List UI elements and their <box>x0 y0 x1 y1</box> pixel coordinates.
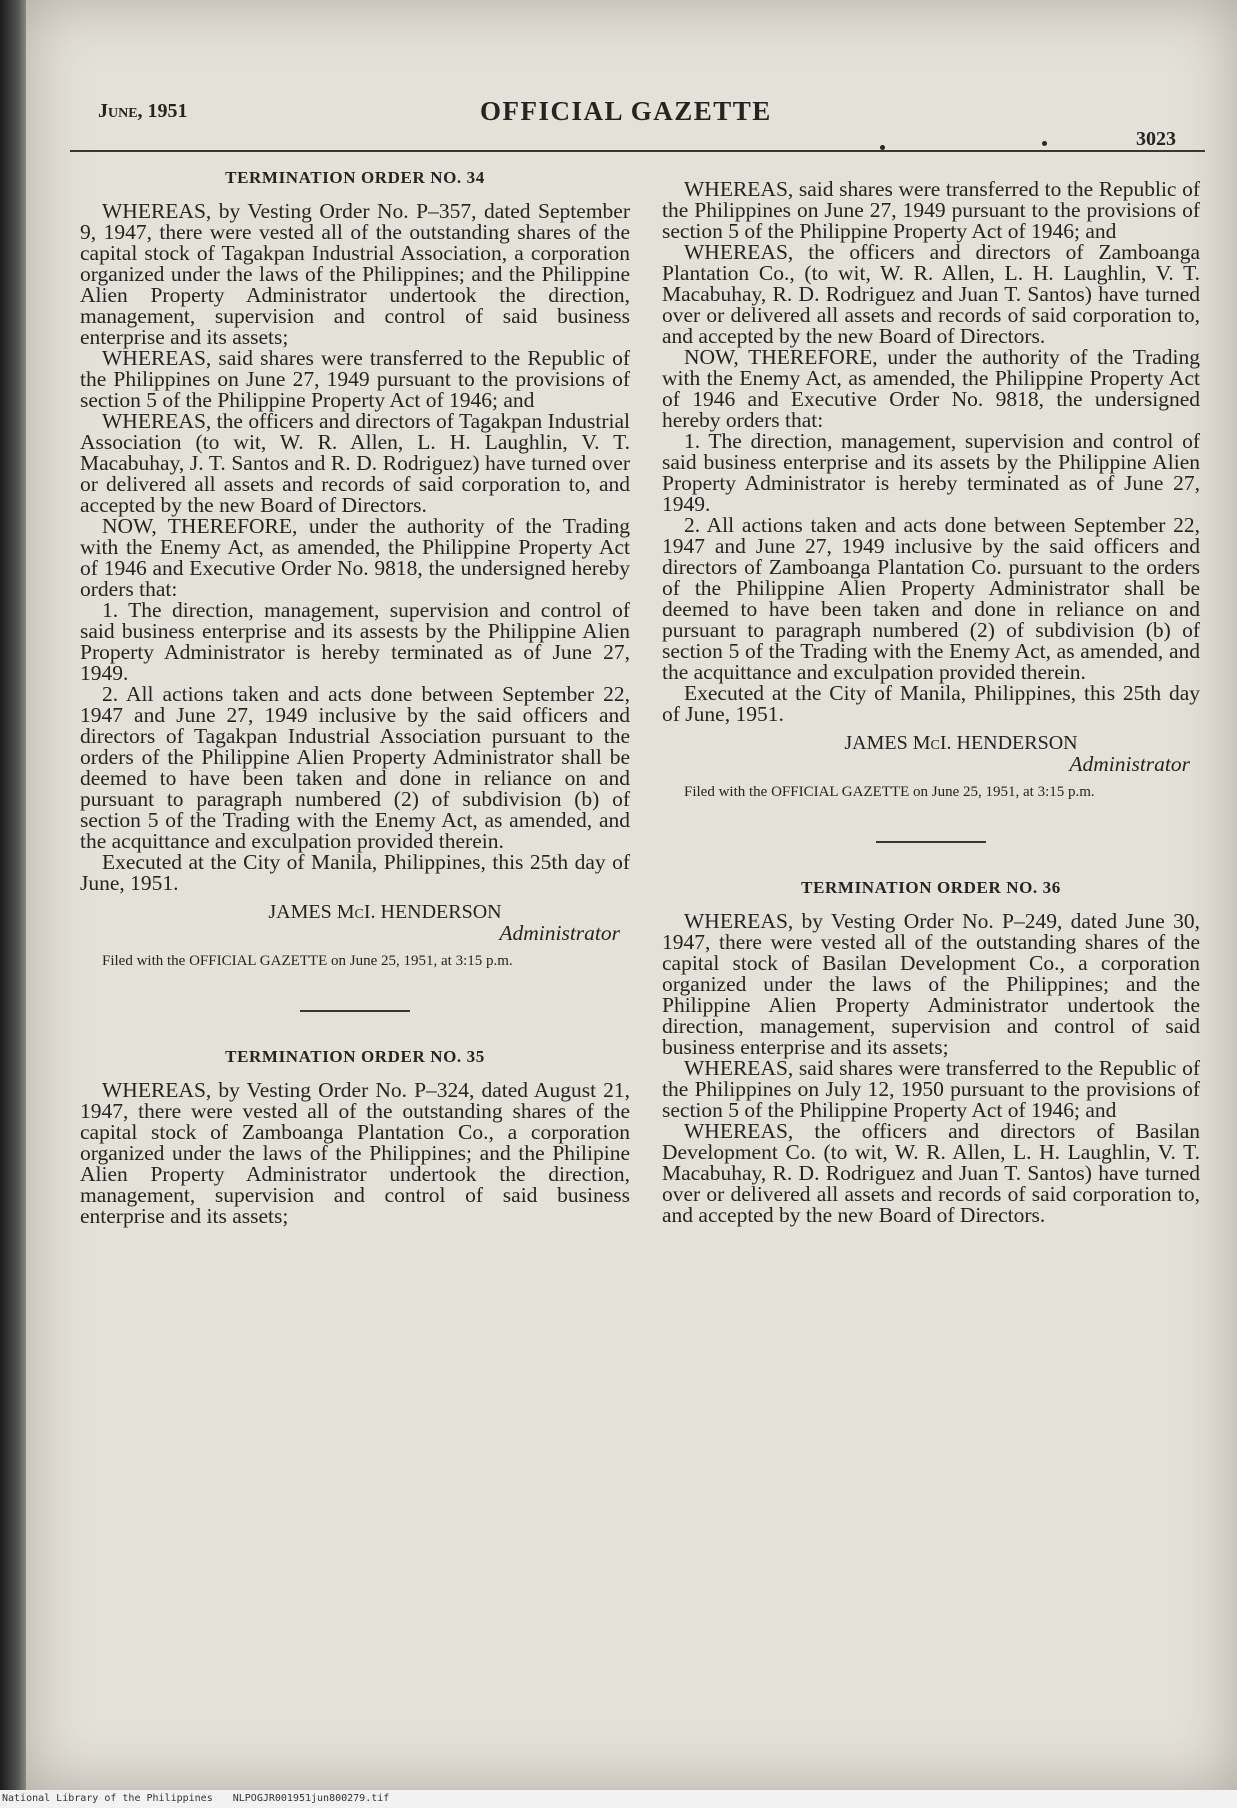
order-36-paragraph: WHEREAS, the officers and directors of Basilan Development Co. (to wit, W. R. Allen, L. H. Laughlin, V. T. Macabuhay, R. D. Rodriguez and Juan T. Santos) have turned over or delivered all assets and records of said corporation to, and accepted by the new Board of Directors. <box>662 1119 1200 1227</box>
left-column <box>80 155 630 1227</box>
order-36-heading: TERMINATION ORDER NO. 36 <box>801 878 1061 897</box>
order-36-paragraph: WHEREAS, said shares were transferred to the Republic of the Philippines on July 12, 1950 pursuant to the provisions of section 5 of the Philippine Property Act of 1946; and <box>662 1056 1200 1122</box>
print-speck <box>1042 141 1047 146</box>
order-34-paragraph: WHEREAS, by Vesting Order No. P–357, dated September 9, 1947, there were vested all of the outstanding shares of the capital stock of Tagakpan Industrial Association, a corporation organized under the laws of the Philippines; and the Philippine Alien Property Administrator undertook the direction, management, supervision and control of said business enterprise and its assets; <box>80 199 630 349</box>
library-credit: National Library of the Philippines <box>2 1793 213 1804</box>
signature-block <box>80 902 630 944</box>
order-34-paragraph: NOW, THEREFORE, under the authority of the Trading with the Enemy Act, as amended, the Philippine Property Act of 1946 and Executive Order No. 9818, the undersigned hereby orders that: <box>80 514 630 601</box>
order-35-paragraph: Executed at the City of Manila, Philippines, this 25th day of June, 1951. <box>662 681 1200 726</box>
section-separator <box>300 1010 410 1012</box>
publication-title: OFFICIAL GAZETTE <box>480 96 772 126</box>
signatory-name: JAMES McI. HENDERSON <box>844 732 1078 754</box>
page-number: 3023 <box>1136 128 1176 150</box>
order-35-paragraph: WHEREAS, said shares were transferred to the Republic of the Philippines on June 27, 1949 pursuant to the provisions of section 5 of the Philippine Property Act of 1946; and <box>662 177 1200 243</box>
issue-date: June, 1951 <box>98 100 188 122</box>
signatory-title: Administrator <box>1069 752 1190 776</box>
order-34-paragraph: 2. All actions taken and acts done between September 22, 1947 and June 27, 1949 inclusive by the said officers and directors of Tagakpan Industrial Association pursuant to the orders of the Philippine Alien Property Administrator shall be deemed to have been taken and done in reliance on and pursuant to paragraph numbered (2) of subdivision (b) of section 5 of the Trading with the Enemy Act, as amended, and the acquittance and exculpation provided therein. <box>80 682 630 853</box>
gazette-page <box>26 0 1237 1790</box>
signature-block <box>662 733 1200 775</box>
order-34-paragraph: Executed at the City of Manila, Philippines, this 25th day of June, 1951. <box>80 850 630 895</box>
page-edge-shadow <box>0 0 26 1808</box>
order-35-heading: TERMINATION ORDER NO. 35 <box>225 1047 485 1066</box>
order-34-paragraph: WHEREAS, the officers and directors of Tagakpan Industrial Association (to wit, W. R. Allen, L. H. Laughlin, V. T. Macabuhay, J. T. Santos and R. D. Rodriguez) have turned over or delivered all assets and records of said corporation to, and accepted by the new Board of Directors. <box>80 409 630 517</box>
order-34-paragraph: 1. The direction, management, supervision and control of said business enterprise and its assests by the Philippine Alien Property Administrator is hereby terminated as of June 27, 1949. <box>80 598 630 685</box>
signatory-title: Administrator <box>499 921 620 945</box>
order-35-paragraph: WHEREAS, the officers and directors of Zamboanga Plantation Co., (to wit, W. R. Allen, L. H. Laughlin, V. T. Macabuhay, R. D. Rodriguez and Juan T. Santos) have turned over or delivered all assets and records of said corporation to, and accepted by the new Board of Directors. <box>662 240 1200 348</box>
signatory-name: JAMES McI. HENDERSON <box>268 901 502 923</box>
section-separator <box>876 841 986 843</box>
order-35-paragraph: WHEREAS, by Vesting Order No. P–324, dated August 21, 1947, there were vested all of the outstanding shares of the capital stock of Zamboanga Plantation Co., a corporation organized under the laws of the Philippines; and the Philipine Alien Property Administrator undertook the direction, management, supervision and control of said business enterprise and its assets; <box>80 1078 630 1228</box>
order-35-paragraph: 1. The direction, management, supervision and control of said business enterprise and its assets by the Philippine Alien Property Administrator is hereby terminated as of June 27, 1949. <box>662 429 1200 516</box>
order-34-heading: TERMINATION ORDER NO. 34 <box>225 168 485 187</box>
running-head <box>70 92 1210 150</box>
order-35-paragraph: NOW, THEREFORE, under the authority of the Trading with the Enemy Act, as amended, the Philippine Property Act of 1946 and Executive Order No. 9818, the undersigned hereby orders that: <box>662 345 1200 432</box>
order-35-paragraph: 2. All actions taken and acts done between September 22, 1947 and June 27, 1949 inclusive by the said officers and directors of Zamboanga Plantation Co. pursuant to the orders of the Philippine Alien Property Administrator shall be deemed to have been taken and done in reliance on and pursuant to paragraph numbered (2) of subdivision (b) of section 5 of the Trading with the Enemy Act, as amended, and the acquittance and exculpation provided therein. <box>662 513 1200 684</box>
filing-note: Filed with the OFFICIAL GAZETTE on June 25, 1951, at 3:15 p.m. <box>102 953 513 969</box>
filing-note: Filed with the OFFICIAL GAZETTE on June 25, 1951, at 3:15 p.m. <box>684 784 1095 800</box>
scan-footer <box>0 1790 1237 1808</box>
scan-filename: NLPOGJR001951jun800279.tif <box>232 1793 390 1804</box>
right-column <box>662 155 1200 1226</box>
order-36-paragraph: WHEREAS, by Vesting Order No. P–249, dated June 30, 1947, there were vested all of the outstanding shares of the capital stock of Basilan Development Co., a corporation organized under the laws of the Philippines; and the Philippine Alien Property Administrator undertook the direction, management, supervision and control of said business enterprise and its assets; <box>662 909 1200 1059</box>
header-rule <box>70 150 1205 152</box>
order-34-paragraph: WHEREAS, said shares were transferred to the Republic of the Philippines on June 27, 1949 pursuant to the provisions of section 5 of the Philippine Property Act of 1946; and <box>80 346 630 412</box>
